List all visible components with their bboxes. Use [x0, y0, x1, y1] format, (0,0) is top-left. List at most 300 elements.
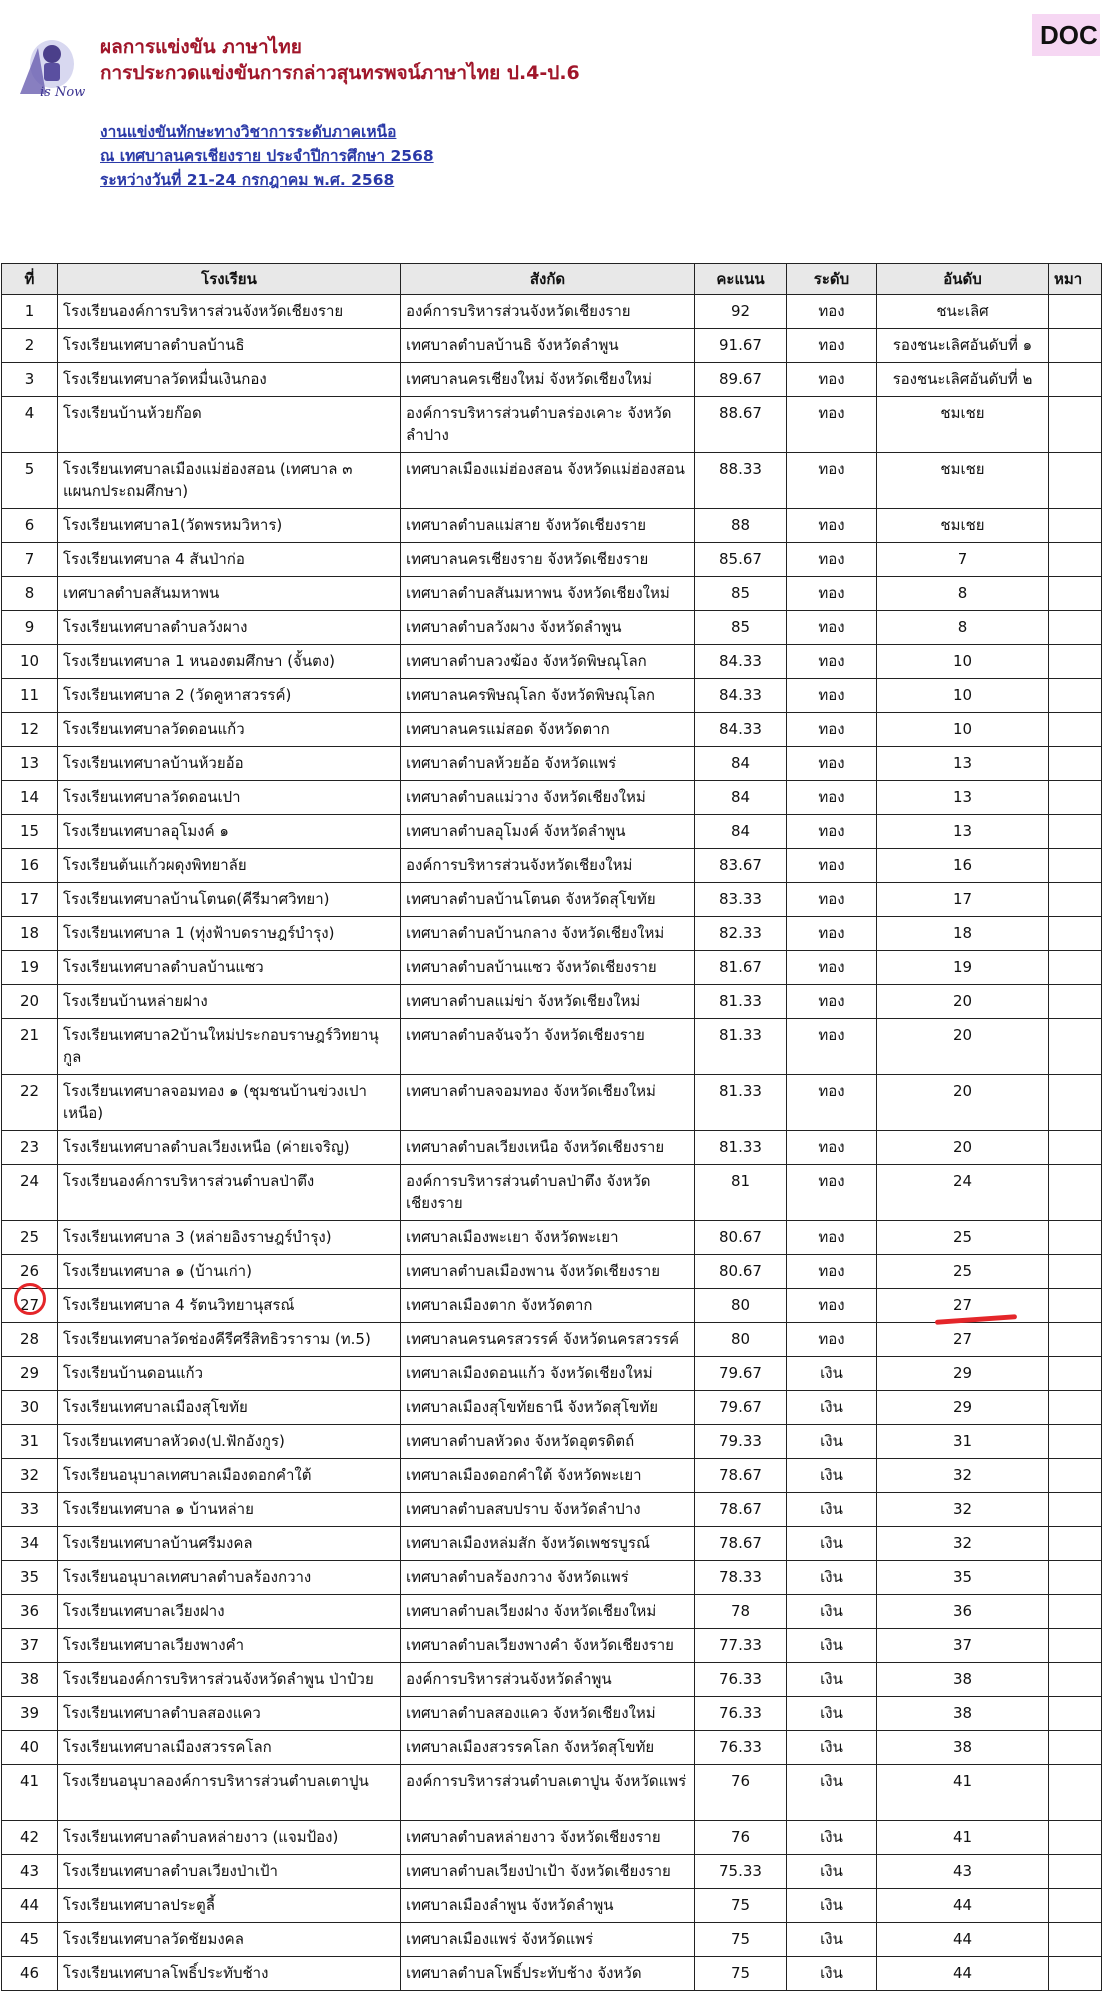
score: 78.33: [695, 1561, 787, 1595]
note: [1049, 1255, 1102, 1289]
rank: 32: [877, 1527, 1049, 1561]
school-name: โรงเรียนเทศบาลตำบลเวียงป่าเป้า: [58, 1855, 401, 1889]
note: [1049, 1459, 1102, 1493]
rank: 20: [877, 985, 1049, 1019]
table-row: [2, 1821, 1102, 1855]
table-row: [2, 1629, 1102, 1663]
rank: 32: [877, 1459, 1049, 1493]
school-name: โรงเรียนเทศบาลวัดช่องคีรีศรีสิทธิวราราม (ท.5): [58, 1323, 401, 1357]
doc-badge: DOC: [1032, 14, 1100, 56]
affiliation: เทศบาลเมืองลำพูน จังหวัดลำพูน: [401, 1889, 695, 1923]
table-row: [2, 1357, 1102, 1391]
row-number: 32: [2, 1459, 58, 1493]
level: ทอง: [787, 951, 877, 985]
row-number: 45: [2, 1923, 58, 1957]
affiliation: องค์การบริหารส่วนตำบลเตาปูน จังหวัดแพร่: [401, 1765, 695, 1821]
level: ทอง: [787, 1255, 877, 1289]
row-number: 14: [2, 781, 58, 815]
event-link-2[interactable]: ณ เทศบาลนครเชียงราย ประจำปีการศึกษา 2568: [100, 147, 434, 165]
table-row: [2, 1731, 1102, 1765]
rank: ชมเชย: [877, 397, 1049, 453]
row-number: 13: [2, 747, 58, 781]
affiliation: เทศบาลนครเชียงราย จังหวัดเชียงราย: [401, 543, 695, 577]
table-row: [2, 917, 1102, 951]
level: ทอง: [787, 509, 877, 543]
rank: ชมเชย: [877, 453, 1049, 509]
table-row: [2, 1289, 1102, 1323]
row-number: 34: [2, 1527, 58, 1561]
score: 88.33: [695, 453, 787, 509]
rank: 25: [877, 1255, 1049, 1289]
school-name: โรงเรียนเทศบาลอุโมงค์ ๑: [58, 815, 401, 849]
affiliation: เทศบาลตำบลวังผาง จังหวัดลำพูน: [401, 611, 695, 645]
score: 85: [695, 611, 787, 645]
level: เงิน: [787, 1357, 877, 1391]
score: 81.33: [695, 1075, 787, 1131]
rank: 32: [877, 1493, 1049, 1527]
rank: 35: [877, 1561, 1049, 1595]
score: 76.33: [695, 1663, 787, 1697]
score: 84: [695, 781, 787, 815]
row-number: 17: [2, 883, 58, 917]
rank: 38: [877, 1697, 1049, 1731]
score: 91.67: [695, 329, 787, 363]
school-name: โรงเรียนเทศบาลวัดหมื่นเงินกอง: [58, 363, 401, 397]
school-name: โรงเรียนเทศบาลโพธิ์ประทับช้าง: [58, 1957, 401, 1991]
level: เงิน: [787, 1425, 877, 1459]
table-row: [2, 509, 1102, 543]
note: [1049, 295, 1102, 329]
affiliation: เทศบาลตำบลหล่ายงาว จังหวัดเชียงราย: [401, 1821, 695, 1855]
score: 80.67: [695, 1221, 787, 1255]
affiliation: เทศบาลตำบลบ้านโตนด จังหวัดสุโขทัย: [401, 883, 695, 917]
row-number: 25: [2, 1221, 58, 1255]
rank: 20: [877, 1019, 1049, 1075]
rank: รองชนะเลิศอันดับที่ ๒: [877, 363, 1049, 397]
table-row: [2, 1323, 1102, 1357]
level: ทอง: [787, 1221, 877, 1255]
affiliation: เทศบาลนครนครสวรรค์ จังหวัดนครสวรรค์: [401, 1323, 695, 1357]
note: [1049, 363, 1102, 397]
affiliation: เทศบาลเมืองตาก จังหวัดตาก: [401, 1289, 695, 1323]
rank: 8: [877, 577, 1049, 611]
note: [1049, 1221, 1102, 1255]
score: 88.67: [695, 397, 787, 453]
header-titles: [100, 34, 580, 86]
table-row: [2, 397, 1102, 453]
school-name: โรงเรียนเทศบาลประตูลี้: [58, 1889, 401, 1923]
score: 75: [695, 1923, 787, 1957]
results-table: [1, 263, 1102, 1991]
level: เงิน: [787, 1697, 877, 1731]
table-row: [2, 1765, 1102, 1821]
level: เงิน: [787, 1459, 877, 1493]
score: 80.67: [695, 1255, 787, 1289]
school-name: โรงเรียนเทศบาล 1 หนองตมศึกษา (จั้นตง): [58, 645, 401, 679]
table-row: [2, 1459, 1102, 1493]
note: [1049, 849, 1102, 883]
level: เงิน: [787, 1855, 877, 1889]
row-number: 20: [2, 985, 58, 1019]
rank: รองชนะเลิศอันดับที่ ๑: [877, 329, 1049, 363]
score: 75: [695, 1889, 787, 1923]
school-name: โรงเรียนอนุบาลองค์การบริหารส่วนตำบลเตาปูน: [58, 1765, 401, 1821]
rank: 10: [877, 679, 1049, 713]
rank: 44: [877, 1957, 1049, 1991]
score: 78.67: [695, 1459, 787, 1493]
school-name: โรงเรียนเทศบาล2บ้านใหม่ประกอบราษฎร์วิทยานุกูล: [58, 1019, 401, 1075]
table-row: [2, 883, 1102, 917]
score: 89.67: [695, 363, 787, 397]
rank: 10: [877, 713, 1049, 747]
affiliation: เทศบาลเมืองพะเยา จังหวัดพะเยา: [401, 1221, 695, 1255]
score: 85: [695, 577, 787, 611]
row-number: 9: [2, 611, 58, 645]
school-name: โรงเรียนเทศบาล 4 รัตนวิทยานุสรณ์: [58, 1289, 401, 1323]
level: ทอง: [787, 1019, 877, 1075]
rank: 27: [877, 1323, 1049, 1357]
note: [1049, 1323, 1102, 1357]
level: ทอง: [787, 645, 877, 679]
rank: 41: [877, 1765, 1049, 1821]
level: ทอง: [787, 679, 877, 713]
affiliation: องค์การบริหารส่วนตำบลร่องเคาะ จังหวัดลำปาง: [401, 397, 695, 453]
affiliation: เทศบาลนครพิษณุโลก จังหวัดพิษณุโลก: [401, 679, 695, 713]
note: [1049, 1493, 1102, 1527]
note: [1049, 985, 1102, 1019]
school-name: โรงเรียนองค์การบริหารส่วนจังหวัดเชียงราย: [58, 295, 401, 329]
affiliation: เทศบาลตำบลสองแคว จังหวัดเชียงใหม่: [401, 1697, 695, 1731]
score: 77.33: [695, 1629, 787, 1663]
score: 84.33: [695, 679, 787, 713]
rank: 36: [877, 1595, 1049, 1629]
score: 88: [695, 509, 787, 543]
school-name: โรงเรียนเทศบาลเวียงฝาง: [58, 1595, 401, 1629]
affiliation: เทศบาลตำบลหัวดง จังหวัดอุตรดิตถ์: [401, 1425, 695, 1459]
row-number: 28: [2, 1323, 58, 1357]
table-row: [2, 1131, 1102, 1165]
school-name: โรงเรียนเทศบาลบ้านห้วยอ้อ: [58, 747, 401, 781]
header-score: คะแนน: [695, 264, 787, 295]
rank: 24: [877, 1165, 1049, 1221]
rank: 44: [877, 1889, 1049, 1923]
school-name: โรงเรียนบ้านดอนแก้ว: [58, 1357, 401, 1391]
note: [1049, 1923, 1102, 1957]
table-row: [2, 611, 1102, 645]
affiliation: เทศบาลเมืองแม่ฮ่องสอน จังหวัดแม่ฮ่องสอน: [401, 453, 695, 509]
row-number: 15: [2, 815, 58, 849]
score: 78.67: [695, 1527, 787, 1561]
row-number: 38: [2, 1663, 58, 1697]
table-header-row: [2, 264, 1102, 295]
level: ทอง: [787, 1323, 877, 1357]
level: เงิน: [787, 1923, 877, 1957]
level: ทอง: [787, 397, 877, 453]
rank: 18: [877, 917, 1049, 951]
row-number: 40: [2, 1731, 58, 1765]
row-number: 39: [2, 1697, 58, 1731]
level: ทอง: [787, 1075, 877, 1131]
row-number: 37: [2, 1629, 58, 1663]
score: 84.33: [695, 713, 787, 747]
header-affiliation: สังกัด: [401, 264, 695, 295]
affiliation: เทศบาลตำบลบ้านกลาง จังหวัดเชียงใหม่: [401, 917, 695, 951]
level: เงิน: [787, 1821, 877, 1855]
rank: 13: [877, 815, 1049, 849]
affiliation: เทศบาลนครแม่สอด จังหวัดตาก: [401, 713, 695, 747]
row-number: 11: [2, 679, 58, 713]
school-name: โรงเรียนเทศบาลบ้านศรีมงคล: [58, 1527, 401, 1561]
level: เงิน: [787, 1595, 877, 1629]
table-row: [2, 1019, 1102, 1075]
score: 81: [695, 1165, 787, 1221]
score: 83.33: [695, 883, 787, 917]
school-name: โรงเรียนเทศบาลเวียงพางคำ: [58, 1629, 401, 1663]
rank: 41: [877, 1821, 1049, 1855]
level: เงิน: [787, 1731, 877, 1765]
table-row: [2, 1391, 1102, 1425]
rank: 38: [877, 1663, 1049, 1697]
school-name: โรงเรียนเทศบาลตำบลบ้านแซว: [58, 951, 401, 985]
row-number: 23: [2, 1131, 58, 1165]
school-name: โรงเรียนองค์การบริหารส่วนตำบลป่าตึง: [58, 1165, 401, 1221]
level: เงิน: [787, 1527, 877, 1561]
row-number: 5: [2, 453, 58, 509]
table-row: [2, 713, 1102, 747]
table-row: [2, 1221, 1102, 1255]
rank: 44: [877, 1923, 1049, 1957]
note: [1049, 543, 1102, 577]
page-title: ผลการแข่งขัน ภาษาไทย: [100, 36, 302, 58]
note: [1049, 1663, 1102, 1697]
level: เงิน: [787, 1561, 877, 1595]
note: [1049, 645, 1102, 679]
note: [1049, 713, 1102, 747]
table-row: [2, 1165, 1102, 1221]
school-name: โรงเรียนเทศบาล ๑ บ้านหล่าย: [58, 1493, 401, 1527]
note: [1049, 1357, 1102, 1391]
affiliation: เทศบาลเมืองสวรรคโลก จังหวัดสุโขทัย: [401, 1731, 695, 1765]
level: ทอง: [787, 713, 877, 747]
score: 76: [695, 1765, 787, 1821]
score: 81.33: [695, 1019, 787, 1075]
table-row: [2, 1255, 1102, 1289]
row-number: 8: [2, 577, 58, 611]
affiliation: เทศบาลตำบลเมืองพาน จังหวัดเชียงราย: [401, 1255, 695, 1289]
row-number: 30: [2, 1391, 58, 1425]
affiliation: เทศบาลเมืองหล่มสัก จังหวัดเพชรบูรณ์: [401, 1527, 695, 1561]
table-row: [2, 1595, 1102, 1629]
note: [1049, 509, 1102, 543]
note: [1049, 611, 1102, 645]
note: [1049, 1075, 1102, 1131]
table-row: [2, 1075, 1102, 1131]
note: [1049, 815, 1102, 849]
table-row: [2, 1957, 1102, 1991]
event-link-1[interactable]: งานแข่งขันทักษะทางวิชาการระดับภาคเหนือ: [100, 123, 397, 141]
header-note: หมา: [1049, 264, 1102, 295]
rank: ชนะเลิศ: [877, 295, 1049, 329]
school-name: โรงเรียนเทศบาลวัดชัยมงคล: [58, 1923, 401, 1957]
school-name: โรงเรียนเทศบาลบ้านโตนด(คีรีมาศวิทยา): [58, 883, 401, 917]
row-number: 12: [2, 713, 58, 747]
affiliation: เทศบาลตำบลแม่วาง จังหวัดเชียงใหม่: [401, 781, 695, 815]
school-name: เทศบาลตำบลสันมหาพน: [58, 577, 401, 611]
table-row: [2, 363, 1102, 397]
affiliation: เทศบาลตำบลบ้านแซว จังหวัดเชียงราย: [401, 951, 695, 985]
school-name: โรงเรียนเทศบาลตำบลหล่ายงาว (แจมป้อง): [58, 1821, 401, 1855]
rank: 16: [877, 849, 1049, 883]
event-info: [100, 120, 434, 192]
row-number: 7: [2, 543, 58, 577]
note: [1049, 781, 1102, 815]
score: 79.33: [695, 1425, 787, 1459]
school-name: โรงเรียนเทศบาลเมืองสวรรคโลก: [58, 1731, 401, 1765]
affiliation: เทศบาลตำบลเวียงพางคำ จังหวัดเชียงราย: [401, 1629, 695, 1663]
table-row: [2, 1425, 1102, 1459]
level: ทอง: [787, 747, 877, 781]
rank: 25: [877, 1221, 1049, 1255]
level: เงิน: [787, 1957, 877, 1991]
score: 84: [695, 747, 787, 781]
school-name: โรงเรียนเทศบาลจอมทอง ๑ (ชุมชนบ้านข่วงเปาเหนือ): [58, 1075, 401, 1131]
school-name: โรงเรียนเทศบาล 3 (หล่ายอิงราษฎร์บำรุง): [58, 1221, 401, 1255]
score: 79.67: [695, 1357, 787, 1391]
event-link-3[interactable]: ระหว่างวันที่ 21-24 กรกฎาคม พ.ศ. 2568: [100, 171, 395, 189]
level: ทอง: [787, 577, 877, 611]
rank: 29: [877, 1357, 1049, 1391]
score: 78.67: [695, 1493, 787, 1527]
note: [1049, 1391, 1102, 1425]
row-number: 4: [2, 397, 58, 453]
level: ทอง: [787, 1289, 877, 1323]
table-row: [2, 577, 1102, 611]
table-row: [2, 1493, 1102, 1527]
level: ทอง: [787, 985, 877, 1019]
table-row: [2, 295, 1102, 329]
note: [1049, 1889, 1102, 1923]
rank: 31: [877, 1425, 1049, 1459]
row-number: 21: [2, 1019, 58, 1075]
affiliation: เทศบาลตำบลเวียงป่าเป้า จังหวัดเชียงราย: [401, 1855, 695, 1889]
score: 75: [695, 1957, 787, 1991]
affiliation: เทศบาลตำบลโพธิ์ประทับช้าง จังหวัด: [401, 1957, 695, 1991]
table-row: [2, 747, 1102, 781]
affiliation: เทศบาลตำบลเวียงฝาง จังหวัดเชียงใหม่: [401, 1595, 695, 1629]
rank: 10: [877, 645, 1049, 679]
row-number: 27: [2, 1289, 58, 1323]
row-number: 33: [2, 1493, 58, 1527]
note: [1049, 1821, 1102, 1855]
table-row: [2, 985, 1102, 1019]
note: [1049, 1561, 1102, 1595]
note: [1049, 1595, 1102, 1629]
score: 81.33: [695, 985, 787, 1019]
table-row: [2, 1923, 1102, 1957]
affiliation: องค์การบริหารส่วนจังหวัดลำพูน: [401, 1663, 695, 1697]
table-row: [2, 1855, 1102, 1889]
note: [1049, 1131, 1102, 1165]
affiliation: เทศบาลตำบลสบปราบ จังหวัดลำปาง: [401, 1493, 695, 1527]
score: 83.67: [695, 849, 787, 883]
table-row: [2, 1697, 1102, 1731]
row-number: 1: [2, 295, 58, 329]
note: [1049, 951, 1102, 985]
score: 79.67: [695, 1391, 787, 1425]
note: [1049, 1289, 1102, 1323]
note: [1049, 1731, 1102, 1765]
affiliation: องค์การบริหารส่วนจังหวัดเชียงราย: [401, 295, 695, 329]
rank: 37: [877, 1629, 1049, 1663]
level: เงิน: [787, 1629, 877, 1663]
level: เงิน: [787, 1889, 877, 1923]
level: ทอง: [787, 295, 877, 329]
score: 85.67: [695, 543, 787, 577]
affiliation: เทศบาลตำบลวงฆ้อง จังหวัดพิษณุโลก: [401, 645, 695, 679]
affiliation: เทศบาลตำบลร้องกวาง จังหวัดแพร่: [401, 1561, 695, 1595]
table-row: [2, 543, 1102, 577]
affiliation: เทศบาลตำบลแม่ข่า จังหวัดเชียงใหม่: [401, 985, 695, 1019]
score: 84: [695, 815, 787, 849]
school-name: โรงเรียนอนุบาลเทศบาลเมืองดอกคำใต้: [58, 1459, 401, 1493]
row-number: 31: [2, 1425, 58, 1459]
table-row: [2, 679, 1102, 713]
row-number: 6: [2, 509, 58, 543]
table-row: [2, 645, 1102, 679]
school-name: โรงเรียนเทศบาลตำบลสองแคว: [58, 1697, 401, 1731]
header-school: โรงเรียน: [58, 264, 401, 295]
rank: 19: [877, 951, 1049, 985]
score: 80: [695, 1323, 787, 1357]
affiliation: เทศบาลเมืองสุโขทัยธานี จังหวัดสุโขทัย: [401, 1391, 695, 1425]
rank: 20: [877, 1131, 1049, 1165]
table-row: [2, 951, 1102, 985]
score: 76.33: [695, 1731, 787, 1765]
row-number: 10: [2, 645, 58, 679]
affiliation: เทศบาลตำบลบ้านธิ จังหวัดลำพูน: [401, 329, 695, 363]
school-name: โรงเรียนเทศบาล 2 (วัดคูหาสวรรค์): [58, 679, 401, 713]
school-name: โรงเรียนเทศบาลหัวดง(ป.ฟักอังกูร): [58, 1425, 401, 1459]
school-name: โรงเรียนบ้านหล่ายฝาง: [58, 985, 401, 1019]
level: ทอง: [787, 1165, 877, 1221]
affiliation: เทศบาลเมืองดอกคำใต้ จังหวัดพะเยา: [401, 1459, 695, 1493]
table-row: [2, 453, 1102, 509]
note: [1049, 577, 1102, 611]
rank: 27: [877, 1289, 1049, 1323]
table-row: [2, 781, 1102, 815]
school-name: โรงเรียนเทศบาลเมืองสุโขทัย: [58, 1391, 401, 1425]
score: 81.33: [695, 1131, 787, 1165]
row-number: 42: [2, 1821, 58, 1855]
school-name: โรงเรียนเทศบาล 1 (ทุ่งฟ้าบดราษฎร์บำรุง): [58, 917, 401, 951]
table-row: [2, 1561, 1102, 1595]
school-name: โรงเรียนเทศบาลเมืองแม่ฮ่องสอน (เทศบาล ๓ แผนกประถมศึกษา): [58, 453, 401, 509]
rank: ชมเชย: [877, 509, 1049, 543]
rank: 7: [877, 543, 1049, 577]
row-number: 2: [2, 329, 58, 363]
row-number: 46: [2, 1957, 58, 1991]
level: ทอง: [787, 453, 877, 509]
rank: 43: [877, 1855, 1049, 1889]
level: เงิน: [787, 1391, 877, 1425]
row-number: 3: [2, 363, 58, 397]
school-name: โรงเรียนอนุบาลเทศบาลตำบลร้องกวาง: [58, 1561, 401, 1595]
affiliation: เทศบาลตำบลอุโมงค์ จังหวัดลำพูน: [401, 815, 695, 849]
row-number: 36: [2, 1595, 58, 1629]
level: เงิน: [787, 1663, 877, 1697]
page-subtitle: การประกวดแข่งขันการกล่าวสุนทรพจน์ภาษาไทย ป.4-ป.6: [100, 62, 580, 84]
row-number: 16: [2, 849, 58, 883]
